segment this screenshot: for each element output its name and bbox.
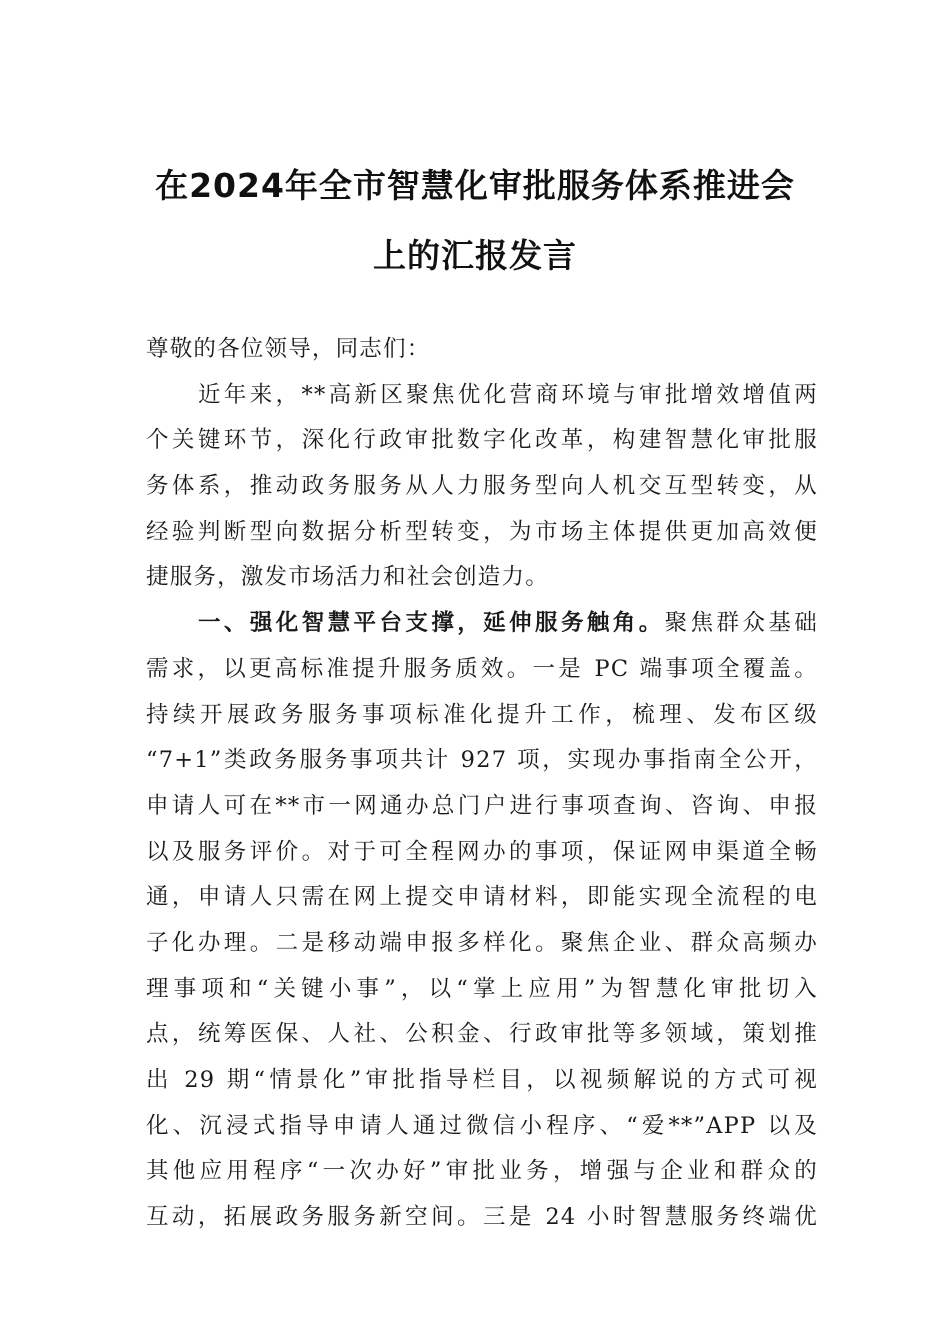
greeting: 尊敬的各位领导，同志们： — [146, 336, 431, 362]
paragraph-line: 个关键环节，深化行政审批数字化改革，构建智慧化审批服 — [146, 427, 818, 454]
paragraph-line: 持续开展政务服务事项标准化提升工作，梳理、发布区级 — [146, 701, 818, 728]
paragraph-line: 以及服务评价。对于可全程网办的事项，保证网申渠道全畅 — [146, 838, 818, 865]
document-title-line-1: 在2024年全市智慧化审批服务体系推进会 — [155, 166, 795, 205]
paragraph-line: “7+1”类政务服务事项共计 927 项，实现办事指南全公开， — [146, 747, 818, 774]
paragraph-line: 化、沉浸式指导申请人通过微信小程序、“爱**”APP 以及 — [146, 1112, 818, 1139]
paragraph-line: 点，统筹医保、人社、公积金、行政审批等多领域，策划推 — [146, 1021, 818, 1048]
paragraph-line: 经验判断型向数据分析型转变，为市场主体提供更加高效便 — [146, 518, 818, 545]
paragraph-line: 出 29 期“情景化”审批指导栏目，以视频解说的方式可视 — [146, 1067, 818, 1093]
section-1-heading: 一、强化智慧平台支撑，延伸服务触角。 — [198, 610, 665, 637]
paragraph-line: 其他应用程序“一次办好”审批业务，增强与企业和群众的 — [146, 1158, 818, 1185]
paragraph-line: 近年来，**高新区聚焦优化营商环境与审批增效增值两 — [198, 381, 818, 408]
intro-paragraph — [146, 373, 818, 601]
paragraph-line: 捷服务，激发市场活力和社会创造力。 — [146, 564, 549, 591]
paragraph-line: 理事项和“关键小事”，以“掌上应用”为智慧化审批切入 — [146, 975, 818, 1002]
paragraph-line: 通，申请人只需在网上提交申请材料，即能实现全流程的电 — [146, 884, 818, 911]
section-1-first-line — [146, 601, 818, 647]
paragraph-line: 申请人可在**市一网通办总门户进行事项查询、咨询、申报 — [146, 792, 818, 819]
section-1-paragraph — [146, 601, 818, 1241]
section-1-first-line-rest: 聚焦群众基础 — [664, 610, 818, 637]
document-body — [146, 327, 818, 1241]
paragraph-line: 互动，拓展政务服务新空间。三是 24 小时智慧服务终端优 — [146, 1204, 818, 1231]
paragraph-line: 子化办理。二是移动端申报多样化。聚焦企业、群众高频办 — [146, 929, 818, 956]
document-title-line-2: 上的汇报发言 — [373, 236, 577, 275]
paragraph-line: 需求，以更高标准提升服务质效。一是 PC 端事项全覆盖。 — [146, 655, 818, 682]
paragraph-line: 务体系，推动政务服务从人力服务型向人机交互型转变，从 — [146, 473, 818, 500]
